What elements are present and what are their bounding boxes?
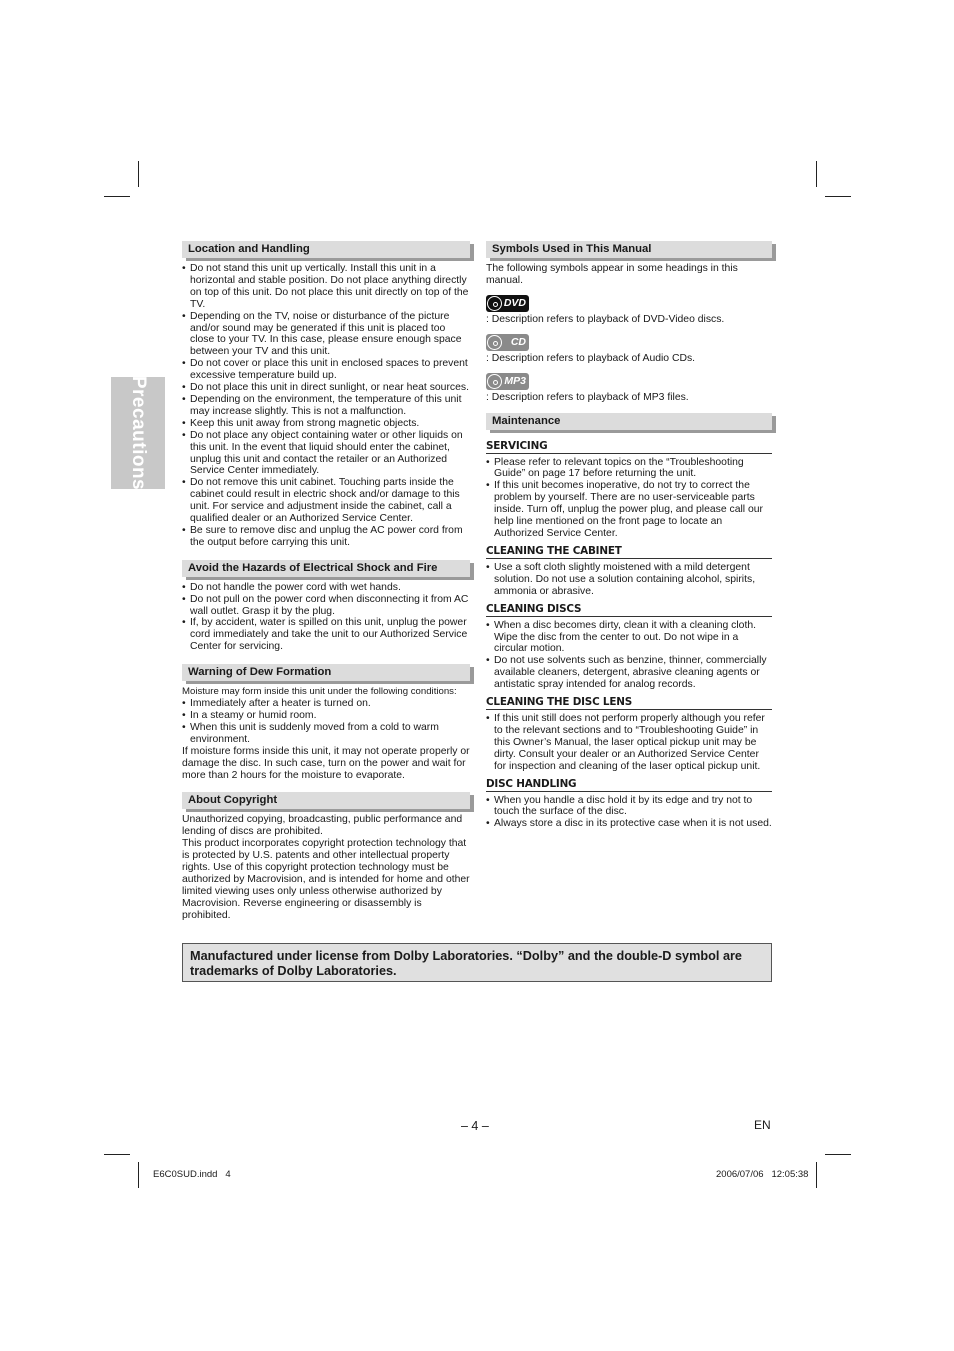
cabinet-list — [486, 562, 772, 598]
mp3-description: : Description refers to playback of MP3 files. — [486, 391, 689, 403]
list-item: • When you handle a disc hold it by its edge and try not to touch the surface of the disc. — [486, 794, 753, 818]
list-item: • Use a soft cloth slightly moistened with a mild detergent solution. Do not use a solution containing alcohol, spirits, ammonia or abrasive. — [486, 561, 756, 597]
lens-list — [486, 713, 772, 773]
file-slug: E6C0SUD.indd 4 — [153, 1169, 231, 1180]
dolby-notice — [182, 943, 772, 982]
location-list — [182, 263, 470, 549]
list-item: • Always store a disc in its protective case when it is not used. — [486, 818, 772, 830]
section-tab-label: Precautions — [128, 375, 149, 491]
servicing-list — [486, 457, 772, 540]
left-column — [182, 241, 470, 922]
list-item: • Do not cover or place this unit in enclosed spaces to prevent excessive temperature build up. — [182, 358, 468, 382]
list-item: • If, by accident, water is spilled on this unit, unplug the power cord immediately and take the unit to our Authorized Service Center for servicing. — [182, 617, 468, 653]
page-number: – 4 – — [461, 1119, 489, 1133]
servicing-heading: SERVICING — [486, 440, 772, 454]
list-item: • Do not pull on the power cord when disconnecting it from AC wall outlet. Grasp it by the plug. — [182, 593, 469, 617]
list-item: • Depending on the environment, the temperature of this unit may increase slightly. This is not a malfunction. — [182, 393, 462, 417]
language-code: EN — [754, 1118, 771, 1132]
handling-list — [486, 795, 772, 831]
symbols-intro: The following symbols appear in some headings in this manual. — [486, 263, 738, 286]
list-item: • Do not stand this unit up vertically. Install this unit in a horizontal and stable position. Do not place anything directly on top of this unit. Do not place this unit directly on top of the TV. — [182, 263, 469, 310]
list-item: • Do not remove this unit cabinet. Touching parts inside the cabinet could result in electric shock and/or damage to this unit. For service and adjustment inside the cabinet, call a qualified dealer or an Authorized Service Center. — [182, 477, 460, 525]
copyright-heading: About Copyright — [182, 792, 470, 809]
dew-intro: Moisture may form inside this unit under the following conditions: — [182, 686, 457, 698]
crop-mark — [104, 196, 130, 197]
list-item: • Do not handle the power cord with wet hands. — [182, 581, 401, 593]
list-item: • Please refer to relevant topics on the “Troubleshooting Guide” on page 17 before returning the unit. — [486, 456, 744, 480]
copyright-paragraph: This product incorporates copyright protection technology that is protected by U.S. patents and other intellectual property rights. Use of this copyright protection technology must be authorized by Macrovision, and is intended for home and other limited viewing uses only unless otherwise authorized by Macrovision. Reverse engineering or disassembly is prohibited. — [182, 838, 470, 921]
location-heading: Location and Handling — [182, 241, 470, 258]
list-item: • Do not place this unit in direct sunlight, or near heat sources. — [182, 382, 469, 394]
crop-mark — [825, 1154, 851, 1155]
list-item: • When this unit is suddenly moved from a cold to warm environment. — [182, 721, 439, 745]
section-tab — [111, 377, 165, 489]
dew-outro: If moisture forms inside this unit, it may not operate properly or damage the disc. In such case, turn on the power and wait for more than 2 hours for the moisture to evaporate. — [182, 745, 470, 781]
crop-mark — [816, 161, 817, 187]
maintenance-heading: Maintenance — [486, 413, 772, 430]
shock-list — [182, 582, 470, 653]
dew-heading: Warning of Dew Formation — [182, 664, 470, 681]
list-item: • When a disc becomes dirty, clean it with a cleaning cloth. Wipe the disc from the center to out. Do not wipe in a circular motion. — [486, 619, 757, 655]
handling-heading: DISC HANDLING — [486, 778, 772, 792]
lens-heading: CLEANING THE DISC LENS — [486, 696, 772, 710]
list-item: • Be sure to remove disc and unplug the AC power cord from the output before carrying this unit. — [182, 524, 463, 548]
crop-mark — [104, 1154, 130, 1155]
crop-mark — [138, 161, 139, 187]
symbols-heading: Symbols Used in This Manual — [486, 241, 772, 258]
list-item: • Immediately after a heater is turned on. — [182, 698, 371, 710]
shock-heading: Avoid the Hazards of Electrical Shock and Fire — [182, 560, 470, 577]
cd-icon: CD — [486, 334, 529, 351]
dvd-icon: DVD — [486, 295, 529, 312]
crop-mark — [138, 1162, 139, 1188]
list-item: • Do not use solvents such as benzine, thinner, commercially available cleaners, detergent, abrasive cleaning agents or antistatic spray intended for analog records. — [486, 655, 767, 691]
dolby-notice-text: Manufactured under license from Dolby Laboratories. “Dolby” and the double-D symbol are trademarks of Dolby Laboratories. — [190, 949, 742, 978]
list-item: • If this unit becomes inoperative, do not try to correct the problem by yourself. There are no user-serviceable parts inside. Turn off, unplug the power plug, and please call our help line mentioned on the front page to locate an Authorized Service Center. — [486, 480, 763, 539]
list-item: • Keep this unit away from strong magnetic objects. — [182, 417, 420, 429]
crop-mark — [816, 1162, 817, 1188]
right-column — [486, 241, 772, 830]
print-timestamp: 2006/07/06 12:05:38 — [716, 1169, 809, 1180]
dvd-description: : Description refers to playback of DVD-Video discs. — [486, 313, 725, 325]
copyright-paragraph: Unauthorized copying, broadcasting, public performance and lending of discs are prohibited. — [182, 814, 463, 838]
cd-description: : Description refers to playback of Audio CDs. — [486, 352, 696, 364]
list-item: • Do not place any object containing water or other liquids on this unit. In the event that liquid should enter the cabinet, unplug this unit and contact the retailer or an Authorized Service Center immediately. — [182, 429, 463, 477]
cabinet-heading: CLEANING THE CABINET — [486, 545, 772, 559]
crop-mark — [825, 196, 851, 197]
mp3-icon: MP3 — [486, 373, 529, 390]
discs-list — [486, 620, 772, 691]
list-item: • In a steamy or humid room. — [182, 710, 317, 721]
list-item: • Depending on the TV, noise or disturbance of the picture and/or sound may be generated if this unit is placed too close to your TV. In this case, please ensure enough space between your TV and this unit. — [182, 310, 462, 358]
dew-list — [182, 698, 470, 746]
discs-heading: CLEANING DISCS — [486, 603, 772, 617]
list-item: • If this unit still does not perform properly although you refer to the relevant sections and to “Troubleshooting Guide” in this Owner’s Manual, the laser optical pickup unit may be dirty. Consult your dealer or an Authorized Service Center for inspection and cleaning of the laser optical pickup unit. — [486, 713, 765, 772]
